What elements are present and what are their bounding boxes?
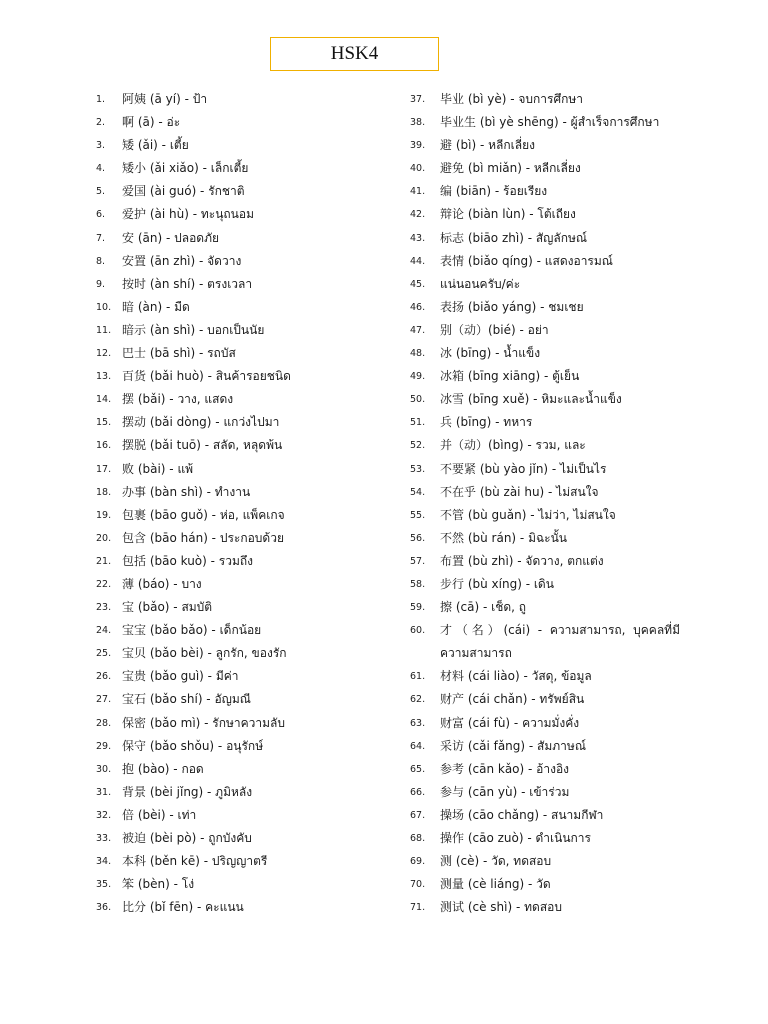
item-number: 38. [410, 117, 426, 129]
item-number: 43. [410, 232, 426, 244]
item-text: 爱国 (ài guó) - รักชาติ [122, 184, 245, 199]
vocab-item [96, 850, 396, 873]
item-text: 巴士 (bā shì) - รถบัส [122, 346, 236, 361]
item-text: 暗 (àn) - มืด [122, 299, 190, 314]
item-text: 笨 (bèn) - โง่ [122, 877, 195, 892]
item-text: 包括 (bāo kuò) - รวมถึง [122, 553, 254, 568]
item-number: 58. [410, 578, 426, 590]
vocab-item [410, 458, 680, 481]
item-text: 不管 (bù guǎn) - ไม่ว่า, ไม่สนใจ [440, 507, 616, 522]
item-text: 步行 (bù xíng) - เดิน [440, 576, 554, 591]
item-number: 24. [96, 625, 112, 637]
vocab-item [410, 296, 680, 319]
item-number: 49. [410, 371, 426, 383]
item-text: 保守 (bǎo shǒu) - อนุรักษ์ [122, 738, 264, 753]
item-number: 8. [96, 255, 106, 267]
vocab-item [410, 273, 680, 296]
vocab-item [96, 873, 396, 896]
vocab-item [410, 665, 680, 688]
item-text: 并（动）(bìng) - รวม, และ [440, 438, 586, 453]
item-number: 64. [410, 740, 426, 752]
item-text: 毕业生 (bì yè shēng) - ผู้สำเร็จการศึกษา [440, 115, 660, 130]
item-number: 28. [96, 717, 112, 729]
item-text: 冰箱 (bīng xiāng) - ตู้เย็น [440, 369, 580, 384]
item-number: 48. [410, 348, 426, 360]
item-number: 39. [410, 140, 426, 152]
item-text: 冰雪 (bīng xuě) - หิมะและน้ำแข็ง [440, 392, 622, 407]
vocab-item [96, 458, 396, 481]
item-number: 29. [96, 740, 112, 752]
item-text: 暗示 (àn shì) - บอกเป็นนัย [122, 322, 265, 337]
item-text: 宝宝 (bǎo bǎo) - เด็กน้อย [122, 623, 262, 638]
item-number: 65. [410, 763, 426, 775]
item-number: 27. [96, 694, 112, 706]
vocab-item [96, 227, 396, 250]
item-text: 背景 (bèi jǐng) - ภูมิหลัง [122, 784, 253, 799]
vocab-item [410, 319, 680, 342]
item-text: 败 (bài) - แพ้ [122, 461, 194, 476]
vocab-item [96, 134, 396, 157]
item-number: 61. [410, 671, 426, 683]
item-text: 表情 (biǎo qíng) - แสดงอารมณ์ [440, 253, 613, 268]
item-text: 包含 (bāo hán) - ประกอบด้วย [122, 530, 284, 545]
vocab-item [96, 296, 396, 319]
item-number: 57. [410, 555, 426, 567]
vocab-item [96, 157, 396, 180]
vocab-item [96, 550, 396, 573]
vocab-item [96, 88, 396, 111]
item-text: 参与 (cān yù) - เข้าร่วม [440, 784, 570, 799]
vocab-item [410, 180, 680, 203]
item-text: 按时 (àn shí) - ตรงเวลา [122, 276, 253, 291]
vocab-item [410, 896, 680, 919]
vocab-item [410, 850, 680, 873]
vocab-item [96, 250, 396, 273]
item-number: 30. [96, 763, 112, 775]
item-number: 13. [96, 371, 112, 383]
item-number: 55. [410, 509, 426, 521]
vocab-item [96, 434, 396, 457]
vocab-item [96, 203, 396, 226]
vocab-item [410, 203, 680, 226]
item-text: 薄 (báo) - บาง [122, 576, 202, 591]
item-number: 69. [410, 856, 426, 868]
vocab-item [410, 527, 680, 550]
vocab-item [96, 896, 396, 919]
item-text: 表扬 (biǎo yáng) - ชมเชย [440, 299, 584, 314]
item-number: 10. [96, 301, 112, 313]
vocab-item [96, 688, 396, 711]
item-text: 办事 (bàn shì) - ทำงาน [122, 484, 251, 499]
vocab-item [96, 642, 396, 665]
item-number: 67. [410, 809, 426, 821]
item-number: 19. [96, 509, 112, 521]
vocab-item [410, 504, 680, 527]
item-text: 不在乎 (bù zài hu) - ไม่สนใจ [440, 484, 599, 499]
item-text: 测试 (cè shì) - ทดสอบ [440, 900, 562, 915]
item-number: 59. [410, 602, 426, 614]
item-text: 采访 (cǎi fǎng) - สัมภาษณ์ [440, 738, 586, 753]
item-number: 40. [410, 163, 426, 175]
vocab-item [410, 365, 680, 388]
item-text: 被迫 (bèi pò) - ถูกบังคับ [122, 831, 252, 845]
item-number: 3. [96, 140, 106, 152]
item-text: 材料 (cái liào) - วัสดุ, ข้อมูล [440, 669, 592, 684]
item-number: 52. [410, 440, 426, 452]
item-number: 11. [96, 324, 112, 336]
item-number: 18. [96, 486, 112, 498]
vocab-item [410, 827, 680, 850]
item-number: 41. [410, 186, 426, 198]
item-text: 擦 (cā) - เช็ด, ถู [440, 600, 527, 615]
item-number: 44. [410, 255, 426, 267]
vocab-item [96, 527, 396, 550]
item-number: 15. [96, 417, 112, 429]
item-number: 34. [96, 856, 112, 868]
item-text: 别（动）(bié) - อย่า [440, 322, 549, 337]
vocab-item [96, 319, 396, 342]
item-number: 17. [96, 463, 112, 475]
item-number: 54. [410, 486, 426, 498]
item-text: 财产 (cái chǎn) - ทรัพย์สิน [440, 692, 585, 707]
vocab-item [410, 342, 680, 365]
item-number: 16. [96, 440, 112, 452]
item-number: 56. [410, 532, 426, 544]
item-text: 才（名）(cái) - ความสามารถ, บุคคลที่มีความสามารถ [440, 623, 680, 661]
item-number: 4. [96, 163, 106, 175]
vocab-item [410, 434, 680, 457]
item-text: 阿姨 (ā yí) - ป้า [122, 92, 208, 106]
item-text: 矮小 (ǎi xiǎo) - เล็กเตี้ย [122, 161, 249, 176]
vocab-item [410, 134, 680, 157]
item-text: 辩论 (biàn lùn) - โต้เถียง [440, 207, 576, 222]
item-text: 操作 (cāo zuò) - ดำเนินการ [440, 831, 591, 845]
item-number: 36. [96, 902, 112, 914]
item-number: 37. [410, 94, 426, 105]
item-text: 参考 (cān kǎo) - อ้างอิง [440, 761, 570, 776]
item-text: 标志 (biāo zhì) - สัญลักษณ์ [440, 230, 588, 245]
vocab-item [410, 688, 680, 711]
item-number: 20. [96, 532, 112, 544]
item-text: 摆 (bǎi) - วาง, แสดง [122, 392, 234, 407]
item-text: แน่นอนครับ/ค่ะ [440, 276, 521, 291]
vocab-item [410, 573, 680, 596]
vocab-item [96, 619, 396, 642]
vocab-item [410, 804, 680, 827]
vocab-item [96, 781, 396, 804]
item-number: 70. [410, 879, 426, 891]
vocab-item [410, 712, 680, 735]
vocab-item [96, 273, 396, 296]
item-number: 51. [410, 417, 426, 429]
vocab-item [410, 88, 680, 111]
vocab-list-left [96, 88, 396, 919]
vocab-item [410, 411, 680, 434]
item-number: 60. [410, 625, 426, 637]
item-text: 测 (cè) - วัด, ทดสอบ [440, 854, 552, 869]
item-number: 33. [96, 833, 112, 844]
item-number: 6. [96, 209, 106, 221]
item-text: 保密 (bǎo mì) - รักษาความลับ [122, 715, 286, 730]
item-text: 摆脱 (bǎi tuō) - สลัด, หลุดพ้น [122, 438, 283, 453]
item-number: 5. [96, 186, 106, 198]
item-number: 71. [410, 902, 426, 914]
item-number: 22. [96, 578, 112, 590]
item-text: 摆动 (bǎi dòng) - แกว่งไปมา [122, 415, 280, 430]
vocab-item [96, 481, 396, 504]
item-text: 测量 (cè liáng) - วัด [440, 877, 551, 892]
vocab-item [96, 504, 396, 527]
item-text: 宝 (bǎo) - สมบัติ [122, 600, 213, 615]
vocab-item [410, 157, 680, 180]
item-number: 25. [96, 648, 112, 660]
item-number: 14. [96, 394, 112, 406]
vocab-item [410, 388, 680, 411]
item-text: 包裹 (bāo guǒ) - ห่อ, แพ็คเกจ [122, 507, 285, 522]
item-text: 不然 (bù rán) - มิฉะนั้น [440, 530, 568, 545]
vocab-item [96, 411, 396, 434]
vocab-item [410, 250, 680, 273]
item-number: 9. [96, 278, 106, 290]
item-text: 兵 (bīng) - ทหาร [440, 415, 533, 430]
item-text: 倍 (bèi) - เท่า [122, 807, 197, 822]
item-text: 避免 (bì miǎn) - หลีกเลี่ยง [440, 161, 581, 176]
item-number: 35. [96, 879, 112, 891]
item-number: 68. [410, 833, 426, 844]
item-number: 53. [410, 463, 426, 475]
vocab-item [410, 873, 680, 896]
item-text: 安 (ān) - ปลอดภัย [122, 230, 220, 245]
vocab-item [96, 735, 396, 758]
item-number: 12. [96, 348, 112, 360]
vocab-item [96, 758, 396, 781]
vocab-item [410, 227, 680, 250]
vocab-item [96, 712, 396, 735]
item-text: 布置 (bù zhì) - จัดวาง, ตกแต่ง [440, 553, 604, 568]
item-text: 编 (biān) - ร้อยเรียง [440, 184, 548, 199]
item-number: 2. [96, 117, 106, 129]
item-text: 不要紧 (bù yào jǐn) - ไม่เป็นไร [440, 461, 607, 476]
item-text: 百货 (bǎi huò) - สินค้ารอยชนิด [122, 369, 291, 384]
item-number: 21. [96, 555, 112, 567]
vocab-item [410, 758, 680, 781]
item-text: 矮 (ǎi) - เตี้ย [122, 138, 189, 153]
item-number: 32. [96, 809, 112, 821]
vocab-item [410, 619, 680, 665]
item-text: 冰 (bīng) - น้ำแข็ง [440, 346, 541, 361]
vocab-item [96, 180, 396, 203]
vocab-item [410, 111, 680, 134]
item-number: 50. [410, 394, 426, 406]
item-number: 62. [410, 694, 426, 706]
item-text: 避 (bì) - หลีกเลี่ยง [440, 138, 535, 153]
item-text: 财富 (cái fù) - ความมั่งคั่ง [440, 715, 580, 730]
item-number: 23. [96, 602, 112, 614]
item-text: 宝贝 (bǎo bèi) - ลูกรัก, ของรัก [122, 646, 287, 661]
vocab-item [410, 550, 680, 573]
item-number: 66. [410, 786, 426, 798]
vocab-item [410, 781, 680, 804]
vocab-item [96, 596, 396, 619]
item-number: 7. [96, 232, 106, 244]
item-number: 31. [96, 786, 112, 798]
vocab-item [96, 111, 396, 134]
item-number: 26. [96, 671, 112, 683]
vocab-item [96, 573, 396, 596]
vocab-item [96, 365, 396, 388]
vocab-item [96, 388, 396, 411]
item-number: 45. [410, 278, 426, 290]
item-text: 啊 (ā) - อ่ะ [122, 115, 181, 130]
item-text: 宝贵 (bǎo guì) - มีค่า [122, 669, 239, 684]
vocab-item [410, 735, 680, 758]
vocab-list-right [410, 88, 680, 919]
item-text: 比分 (bǐ fēn) - คะแนน [122, 900, 244, 915]
item-number: 47. [410, 324, 426, 336]
item-text: 本科 (běn kē) - ปริญญาตรี [122, 854, 268, 869]
page-title: HSK4 [270, 37, 439, 71]
item-text: 安置 (ān zhì) - จัดวาง [122, 253, 242, 268]
item-text: 毕业 (bì yè) - จบการศึกษา [440, 92, 584, 106]
vocab-item [410, 481, 680, 504]
item-number: 42. [410, 209, 426, 221]
item-text: 爱护 (ài hù) - ทะนุถนอม [122, 207, 254, 222]
vocab-item [96, 804, 396, 827]
item-text: 操场 (cāo chǎng) - สนามกีฬา [440, 807, 604, 822]
item-number: 1. [96, 94, 106, 105]
item-text: 宝石 (bǎo shí) - อัญมณี [122, 692, 251, 707]
item-number: 63. [410, 717, 426, 729]
vocab-item [96, 665, 396, 688]
vocab-item [410, 596, 680, 619]
item-number: 46. [410, 301, 426, 313]
vocab-item [96, 827, 396, 850]
vocab-item [96, 342, 396, 365]
item-text: 抱 (bào) - กอด [122, 761, 204, 776]
